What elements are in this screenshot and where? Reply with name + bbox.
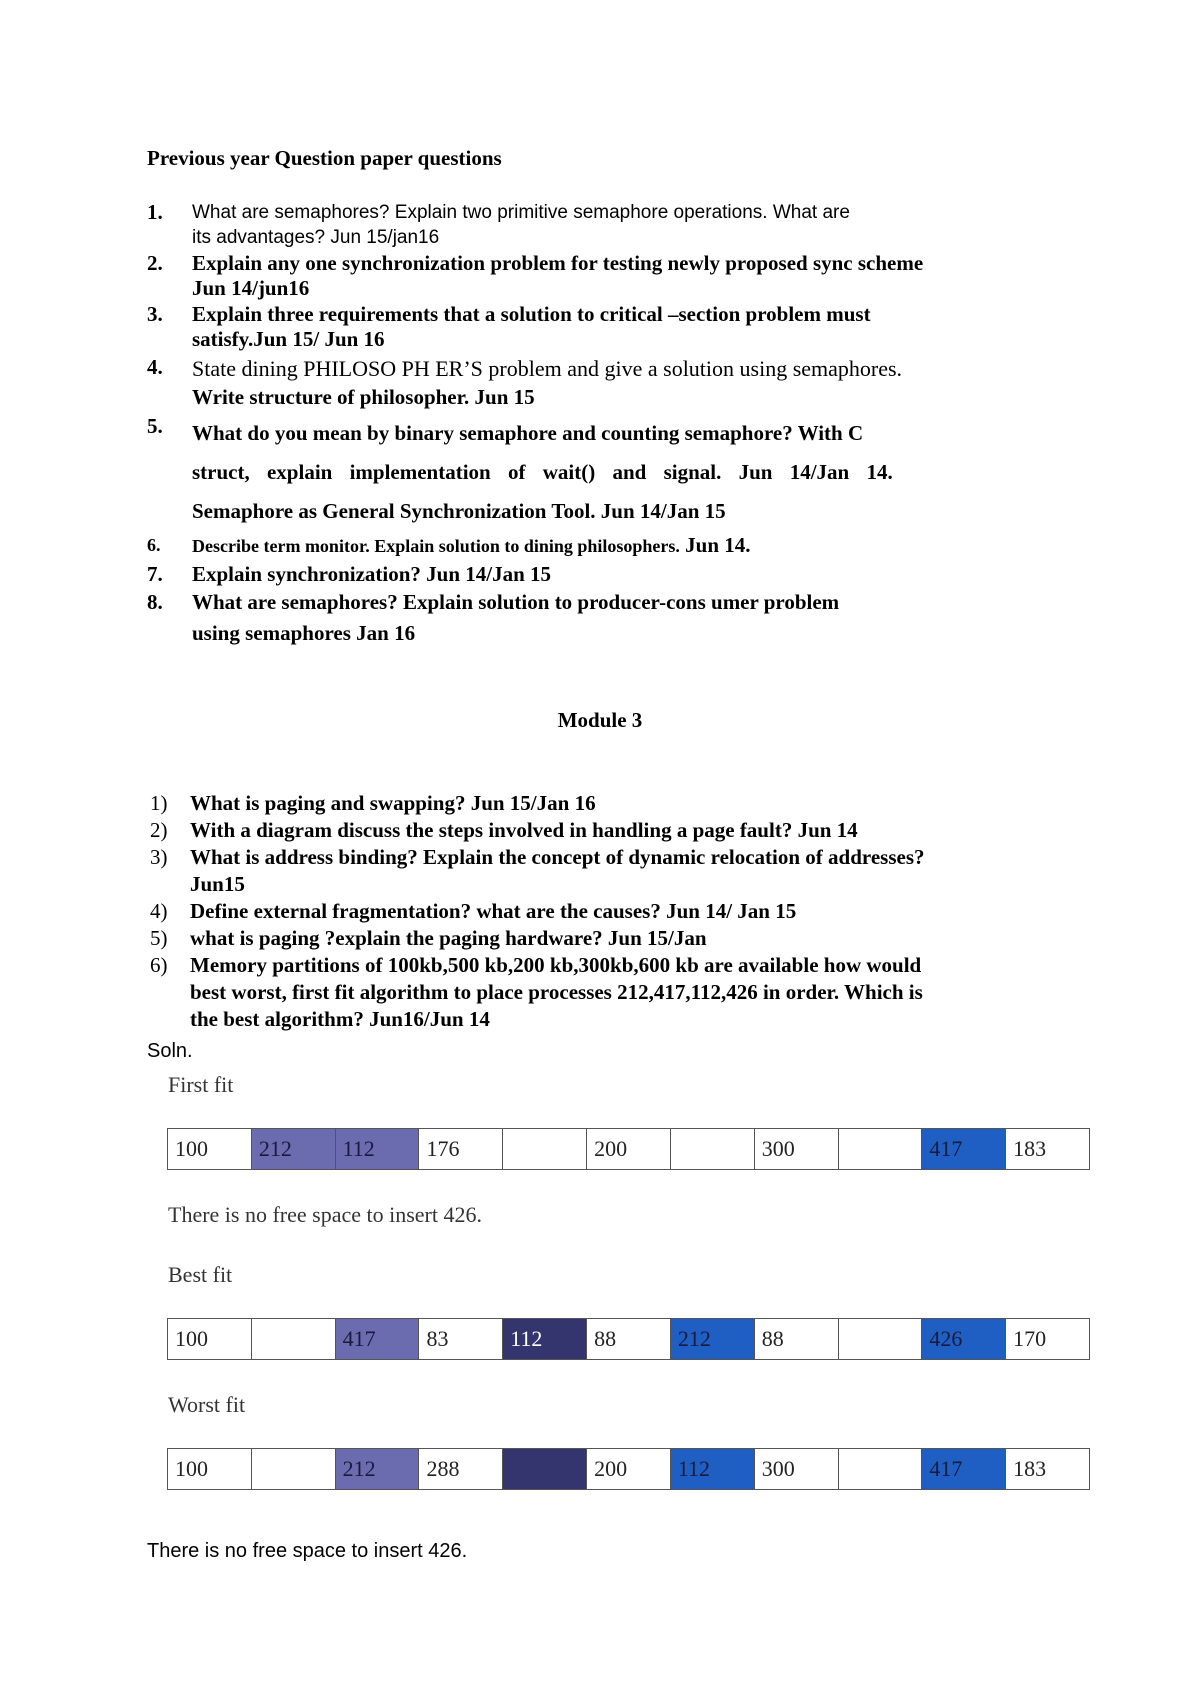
question-text: State dining PHILOSO PH ER’S problem and give a solution using semaphores. Write structure of philosopher. Jun 15 [192, 356, 903, 409]
question-text: Explain synchronization? Jun 14/Jan 15 [192, 562, 552, 586]
final-note: There is no free space to insert 426. [147, 1540, 468, 1562]
question-text: What is address binding? Explain the concept of dynamic relocation of addresses? Jun15 [190, 845, 925, 896]
memory-cell: 170 [1006, 1319, 1089, 1359]
question-text: What is paging and swapping? Jun 15/Jan 16 [190, 791, 596, 815]
memory-cell [671, 1129, 755, 1169]
memory-cell: 112 [336, 1129, 420, 1169]
worst-fit-label: Worst fit [168, 1392, 246, 1417]
question-number: 3. [147, 302, 163, 326]
module-question-item-2 [150, 817, 1090, 844]
question-text: What are semaphores? Explain two primitive semaphore operations. What are its advantages? Jun 15/jan16 [192, 202, 850, 248]
question-item-1 [147, 200, 1087, 250]
question-text: Explain three requirements that a solution to critical –section problem must satisfy.Jun 15/ Jun 16 [192, 302, 871, 351]
question-text: Memory partitions of 100kb,500 kb,200 kb,300kb,600 kb are available how would best worst, first fit algorithm to place processes 212,417,112,426 in order. Which is the best algorithm? Jun16/Jun 14 [190, 953, 923, 1031]
best-fit-label: Best fit [168, 1262, 233, 1287]
question-item-2 [147, 251, 1087, 301]
question-number: 5. [147, 414, 163, 438]
memory-cell [839, 1449, 923, 1489]
question-text: What do you mean by binary semaphore and counting semaphore? With C struct, explain implementation of wait() and signal. Jun 14/Jan 14. Semaphore as General Synchronization Tool. Jun 14/Jan 15 [192, 421, 893, 523]
question-number: 3) [150, 845, 168, 869]
question-number: 4) [150, 899, 168, 923]
page-heading: Previous year Question paper questions [147, 146, 502, 170]
question-text: what is paging ?explain the paging hardware? Jun 15/Jan [190, 926, 707, 950]
memory-cell: 100 [168, 1449, 252, 1489]
memory-cell: 417 [336, 1319, 420, 1359]
memory-cell: 183 [1006, 1449, 1089, 1489]
first-fit-memory-row [167, 1128, 1090, 1170]
memory-cell [839, 1319, 923, 1359]
question-list [147, 200, 1087, 651]
memory-cell: 212 [336, 1449, 420, 1489]
question-item-5 [147, 414, 1087, 531]
memory-cell: 100 [168, 1129, 252, 1169]
memory-cell: 100 [168, 1319, 252, 1359]
memory-cell: 183 [1006, 1129, 1089, 1169]
memory-cell: 88 [755, 1319, 839, 1359]
question-text: Describe term monitor. Explain solution to dining philosophers. Jun 14. [192, 533, 751, 557]
memory-cell: 200 [587, 1449, 671, 1489]
module-question-item-4 [150, 898, 1090, 925]
memory-cell [252, 1319, 336, 1359]
module-question-list [150, 790, 1090, 1033]
module-question-item-1 [150, 790, 1090, 817]
module-question-item-5 [150, 925, 1090, 952]
question-number: 1) [150, 791, 168, 815]
memory-cell [839, 1129, 923, 1169]
question-item-4 [147, 355, 1087, 411]
question-text: Explain any one synchronization problem for testing newly proposed sync scheme Jun 14/jun16 [192, 251, 924, 300]
memory-cell: 300 [755, 1449, 839, 1489]
question-number: 8. [147, 590, 163, 614]
module-title: Module 3 [557, 708, 643, 732]
memory-cell: 200 [587, 1129, 671, 1169]
first-fit-note: There is no free space to insert 426. [168, 1202, 482, 1227]
memory-cell: 212 [252, 1129, 336, 1169]
memory-cell: 88 [587, 1319, 671, 1359]
memory-cell: 288 [419, 1449, 503, 1489]
memory-cell: 417 [922, 1129, 1006, 1169]
memory-cell [503, 1449, 587, 1489]
question-item-8 [147, 590, 1087, 651]
question-item-3 [147, 302, 1087, 352]
question-number: 2. [147, 251, 163, 275]
question-text: What are semaphores? Explain solution to producer-cons umer problem using semaphores Jan 16 [192, 590, 840, 645]
question-number: 6) [150, 953, 168, 977]
memory-cell: 83 [419, 1319, 503, 1359]
memory-cell: 176 [419, 1129, 503, 1169]
first-fit-label: First fit [168, 1072, 234, 1097]
memory-cell: 417 [922, 1449, 1006, 1489]
question-text: Define external fragmentation? what are the causes? Jun 14/ Jan 15 [190, 899, 797, 923]
question-number: 1. [147, 200, 163, 224]
question-item-7 [147, 562, 1087, 587]
question-number: 5) [150, 926, 168, 950]
memory-cell [252, 1449, 336, 1489]
question-number: 2) [150, 818, 168, 842]
question-number: 6. [147, 535, 161, 555]
memory-cell [503, 1129, 587, 1169]
best-fit-memory-row [167, 1318, 1090, 1360]
question-number: 7. [147, 562, 163, 586]
solution-label: Soln. [147, 1040, 193, 1062]
worst-fit-memory-row [167, 1448, 1090, 1490]
module-question-item-6 [150, 952, 1090, 1033]
memory-cell: 426 [922, 1319, 1006, 1359]
memory-cell: 112 [671, 1449, 755, 1489]
memory-cell: 112 [503, 1319, 587, 1359]
question-number: 4. [147, 355, 163, 379]
question-item-6 [147, 533, 1087, 559]
module-question-item-3 [150, 844, 1090, 898]
question-text: With a diagram discuss the steps involved in handling a page fault? Jun 14 [190, 818, 858, 842]
memory-cell: 212 [671, 1319, 755, 1359]
memory-cell: 300 [755, 1129, 839, 1169]
